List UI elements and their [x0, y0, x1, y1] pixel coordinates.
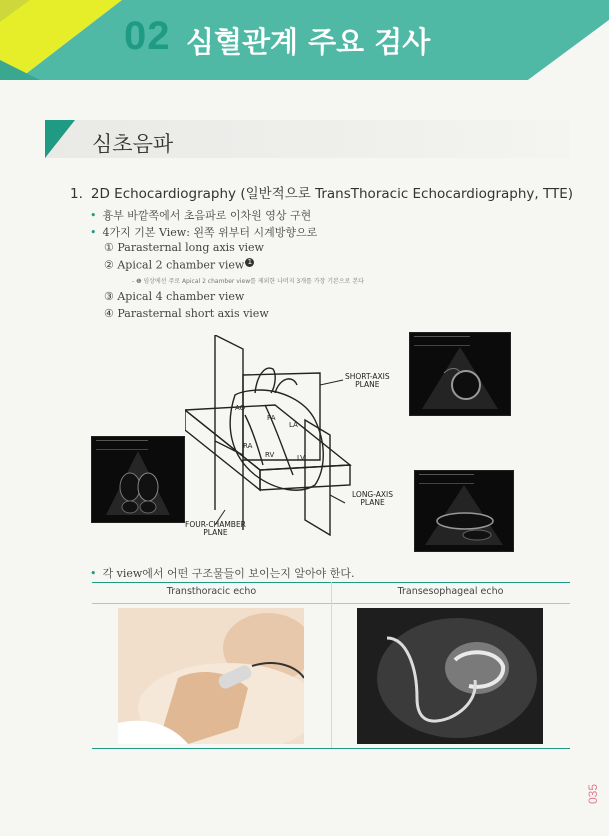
label-la: LA	[289, 421, 298, 429]
bullet-dot: •	[90, 567, 97, 580]
label-ra: RA	[243, 442, 253, 450]
apical-4-chamber-ultrasound	[92, 437, 184, 522]
footnote: - ❶ 임상에선 주로 Apical 2 chamber view를 제외한 나머지 3개를 가장 기본으로 본다	[132, 278, 364, 285]
view-item-1: ① Parasternal long axis view	[104, 241, 264, 254]
section-corner-mark	[45, 120, 75, 158]
short-axis-label: SHORT-AXIS PLANE	[345, 372, 390, 389]
echo-comparison-table	[92, 582, 570, 752]
section-title: 심초음파	[92, 132, 174, 156]
table-column-divider	[331, 582, 332, 748]
item-heading	[70, 182, 573, 202]
bullet-dot: •	[90, 226, 97, 239]
label-pa: PA	[267, 414, 276, 422]
bullet-structures: • 각 view에서 어떤 구조물들이 보이는지 알아야 한다.	[90, 567, 355, 580]
column-header-transesophageal: Transesophageal echo	[397, 586, 504, 597]
view-item-4: ④ Parasternal short axis view	[104, 307, 269, 320]
table-bottom-rule	[92, 748, 570, 749]
parasternal-short-axis-ultrasound	[410, 333, 510, 415]
view-item-3: ③ Apical 4 chamber view	[104, 290, 245, 303]
long-axis-label: LONG-AXIS PLANE	[352, 490, 394, 507]
chapter-number: 02	[124, 14, 171, 58]
bullet-2: • 4가지 기본 View: 왼쪽 위부터 시계방향으로	[90, 226, 318, 239]
transthoracic-photo	[118, 608, 304, 744]
chapter-title: 심혈관계 주요 검사	[186, 25, 431, 59]
parasternal-long-axis-ultrasound	[415, 471, 513, 551]
item-number: 1.	[70, 186, 83, 202]
page-number: 035	[586, 783, 600, 804]
label-lv: LV	[297, 454, 305, 462]
view-item-2: ② Apical 2 chamber view 1	[104, 258, 254, 272]
bullet-1: • 흉부 바깥쪽에서 초음파로 이차원 영상 구현	[90, 209, 312, 222]
label-rv: RV	[265, 451, 275, 459]
item-title: 2D Echocardiography (일반적으로 TransThoracic Echocardiography, TTE)	[90, 186, 574, 202]
label-ao: AO	[235, 404, 246, 412]
transesophageal-illustration	[357, 608, 543, 744]
bullet-dot: •	[90, 209, 97, 222]
footnote-marker: 1	[245, 258, 254, 267]
four-chamber-label: FOUR-CHAMBER PLANE	[185, 520, 246, 537]
echo-views-figure	[90, 325, 530, 560]
column-header-transthoracic: Transthoracic echo	[166, 586, 257, 597]
